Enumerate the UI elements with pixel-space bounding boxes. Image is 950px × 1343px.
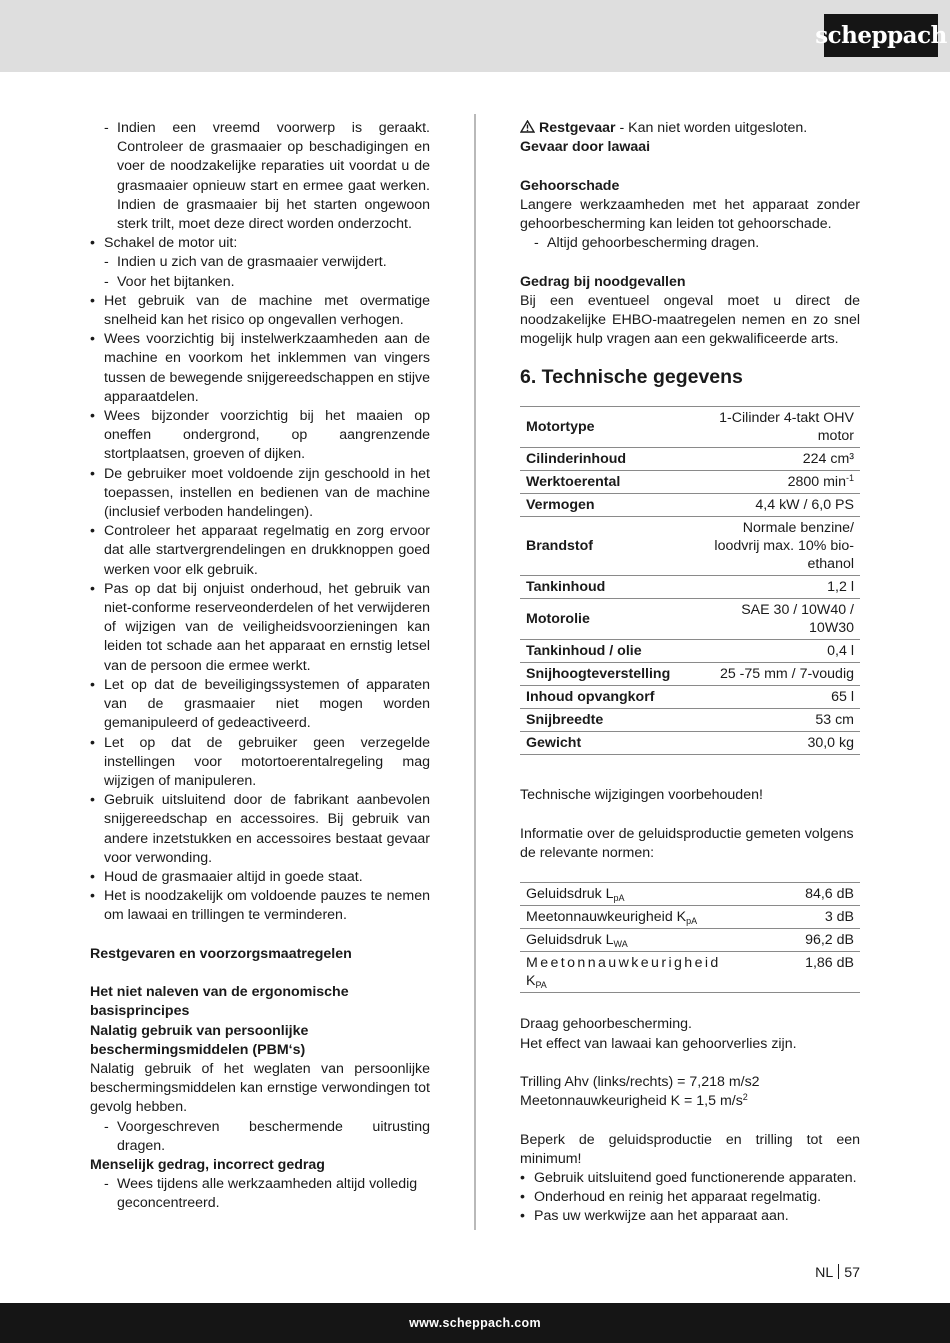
vibration-uncertainty — [520, 1092, 860, 1111]
noise-key-text-2: K — [526, 973, 536, 990]
noise-hazard: Gevaar door lawaai — [520, 139, 651, 156]
noise-row — [520, 929, 860, 952]
noise-key-text: Meetonnauwkeurigheid — [526, 955, 721, 972]
page-number-value: 57 — [844, 1265, 860, 1281]
bullet-item: • Het gebruik van de machine met overmatige snelheid kan het risico op ongevallen verhogen. — [90, 292, 430, 330]
spec-key: Werktoerental — [520, 471, 702, 494]
heading-ergonomics: Het niet naleven van de ergonomische basisprincipes — [90, 984, 349, 1020]
reserve-note: Technische wijzigingen voorbehouden! — [520, 787, 763, 804]
spec-table — [520, 406, 860, 755]
vibration-uncertainty-text: Meetonnauwkeurigheid K = 1,5 m/s — [520, 1093, 743, 1110]
noise-intro: Informatie over de geluidsproductie gemeten volgens de relevante normen: — [520, 825, 854, 861]
bullet-item: • Pas op dat bij onjuist onderhoud, het gebruik van niet-conforme reserveonderdelen of het verwijderen of wijzigen van de veiligheidsvoorzieningen kan leiden tot schade aan het apparaat en ernstig letsel van de persoon die ermee werkt. — [90, 580, 430, 676]
spec-key: Motortype — [520, 407, 702, 448]
spec-value-text: 224 cm³ — [802, 451, 854, 468]
noise-effect: Het effect van lawaai kan gehoorverlies zijn. — [520, 1035, 797, 1052]
spec-value-text: 65 l — [831, 689, 854, 706]
hearing-text: Langere werkzaamheden met het apparaat zonder gehoorbescherming kan leiden tot gehoorschade. — [520, 196, 860, 232]
spec-value — [702, 732, 860, 755]
bullet-item: • Het is noodzakelijk om voldoende pauzes te nemen om lawaai en trillingen te verminderen. — [90, 887, 430, 925]
noise-key-text: Meetonnauwkeurigheid K — [526, 909, 687, 926]
noise-value: 96,2 dB — [783, 929, 860, 952]
page-number — [760, 1264, 860, 1283]
noise-key — [520, 906, 783, 929]
spec-key: Cilinderinhoud — [520, 448, 702, 471]
emergency-text: Bij een eventueel ongeval moet u direct de noodzakelijke EHBO-maatregelen nemen en zo snel mogelijk hulp vragen aan een gekwalificeerde arts. — [520, 292, 860, 348]
noise-key-sub: PA — [535, 980, 547, 991]
spec-row — [520, 494, 860, 517]
limit-text: Beperk de geluidsproductie en trilling tot een minimum! — [520, 1131, 860, 1167]
dash-item: - Voor het bijtanken. — [90, 273, 430, 292]
spec-row — [520, 640, 860, 663]
spec-row — [520, 517, 860, 576]
vibration-value: Trilling Ahv (links/rechts) = 7,218 m/s2 — [520, 1073, 760, 1090]
spec-value-text: 1,2 l — [827, 579, 854, 596]
spec-value — [702, 599, 860, 640]
heading-ppe: Nalatig gebruik van persoonlijke beschermingsmiddelen (PBM‘s) — [90, 1022, 309, 1058]
spec-row — [520, 448, 860, 471]
ppe-text: Nalatig gebruik of het weglaten van persoonlijke beschermingsmiddelen kan ernstige verwondingen tot gevolg hebben. — [90, 1060, 430, 1116]
header-band — [0, 0, 950, 72]
bullet-item: • Let op dat de beveiligingssystemen of apparaten van de grasmaaier niet mogen worden gemanipuleerd of gedeactiveerd. — [90, 676, 430, 734]
spec-key: Snijbreedte — [520, 709, 702, 732]
noise-value: 84,6 dB — [783, 883, 860, 906]
spec-value — [702, 471, 860, 494]
spec-key: Inhoud opvangkorf — [520, 686, 702, 709]
residual-risk-note: - Kan niet worden uitgesloten. — [615, 120, 808, 136]
limit-bullet: • Onderhoud en reinig het apparaat regelmatig. — [520, 1188, 860, 1207]
wear-protection: Draag gehoorbescherming. — [520, 1016, 692, 1033]
bullet-item: • Controleer het apparaat regelmatig en zorg ervoor dat alle startvergrendelingen en drukknoppen goed werken voor elk gebruik. — [90, 522, 430, 580]
limit-list — [520, 1169, 860, 1227]
hearing-heading: Gehoorschade — [520, 177, 620, 194]
spec-value — [702, 407, 860, 448]
residual-risk-line — [520, 119, 860, 138]
residual-risk-label: Restgevaar — [539, 120, 616, 136]
spec-row — [520, 709, 860, 732]
spec-value-text: 30,0 kg — [807, 735, 854, 752]
spec-value-text: 0,4 l — [827, 643, 854, 660]
spec-value — [702, 640, 860, 663]
spec-row — [520, 471, 860, 494]
spec-value-text: 2800 min — [787, 474, 846, 491]
bullet-item: • Gebruik uitsluitend door de fabrikant aanbevolen snijgereedschap en accessoires. Bij gebruik van andere inzetstukken en accessoires bestaat gevaar voor verwonding. — [90, 791, 430, 868]
right-column — [520, 119, 860, 1227]
dash-item: - Indien u zich van de grasmaaier verwijdert. — [90, 253, 430, 272]
column-divider — [474, 114, 476, 1230]
spec-value — [702, 686, 860, 709]
spec-key: Vermogen — [520, 494, 702, 517]
brand-logo: scheppach — [824, 14, 938, 57]
spec-row — [520, 599, 860, 640]
bullet-item: • Houd de grasmaaier altijd in goede staat. — [90, 868, 430, 887]
spec-value-text: 25 -75 mm / 7-voudig — [719, 666, 854, 683]
page-separator — [838, 1264, 839, 1279]
language-code: NL — [815, 1265, 834, 1281]
spec-value-text: SAE 30 / 10W40 / 10W30 — [741, 602, 854, 637]
bullet-item: • Schakel de motor uit: — [90, 234, 430, 253]
spec-value-text: 4,4 kW / 6,0 PS — [755, 497, 854, 514]
spec-key: Motorolie — [520, 599, 702, 640]
spec-value-text: Normale benzine/ loodvrij max. 10% bio-ethanol — [714, 520, 854, 573]
spec-row — [520, 686, 860, 709]
heading-residual-risks: Restgevaren en voorzorgsmaatregelen — [90, 945, 352, 962]
spec-key: Tankinhoud — [520, 576, 702, 599]
noise-key — [520, 952, 783, 993]
noise-row — [520, 906, 860, 929]
bullet-item: • De gebruiker moet voldoende zijn geschoold in het toepassen, instellen en bedienen van de machine (inclusief verboden handelingen). — [90, 465, 430, 523]
ppe-dash-item: - Voorgeschreven beschermende uitrusting dragen. — [90, 1118, 430, 1156]
spec-value-exp: -1 — [845, 473, 854, 484]
heading-behaviour: Menselijk gedrag, incorrect gedrag — [90, 1156, 325, 1173]
spec-value — [702, 709, 860, 732]
spec-row — [520, 732, 860, 755]
noise-key-text: Geluidsdruk L — [526, 932, 614, 949]
noise-key-sub: pA — [686, 916, 698, 927]
section-title: 6. Technische gegevens — [520, 366, 743, 389]
spec-value — [702, 517, 860, 576]
left-column — [90, 119, 430, 1214]
spec-key: Tankinhoud / olie — [520, 640, 702, 663]
spec-key: Gewicht — [520, 732, 702, 755]
noise-row — [520, 883, 860, 906]
dash-item: - Indien een vreemd voorwerp is geraakt. Controleer de grasmaaier op beschadigingen en voer de noodzakelijke reparaties uit voordat u de grasmaaier opnieuw start en ermee gaat werken. Indien de grasmaaier bij het starten ongewoon sterk trilt, moet deze direct worden onderzocht. — [90, 119, 430, 234]
limit-bullet: • Pas uw werkwijze aan het apparaat aan. — [520, 1207, 860, 1226]
spec-value — [702, 494, 860, 517]
bullet-item: • Let op dat de gebruiker geen verzegelde instellingen voor motortoerentalregeling mag wijzigen of manipuleren. — [90, 734, 430, 792]
noise-value: 3 dB — [783, 906, 860, 929]
warning-icon — [520, 120, 535, 133]
emergency-heading: Gedrag bij noodgevallen — [520, 273, 686, 290]
safety-list — [90, 119, 430, 926]
limit-bullet: • Gebruik uitsluitend goed functionerende apparaten. — [520, 1169, 860, 1188]
spec-value — [702, 448, 860, 471]
footer-url: www.scheppach.com — [409, 1316, 541, 1330]
spec-value-text: 1-Cilinder 4-takt OHV motor — [719, 410, 854, 445]
noise-key — [520, 883, 783, 906]
spec-key: Snijhoogteverstelling — [520, 663, 702, 686]
noise-row — [520, 952, 860, 993]
spec-row — [520, 663, 860, 686]
hearing-dash-item: - Altijd gehoorbescherming dragen. — [520, 234, 860, 253]
noise-key — [520, 929, 783, 952]
noise-table — [520, 882, 860, 993]
spec-value-text: 53 cm — [815, 712, 854, 729]
vibration-uncertainty-exp: 2 — [742, 1092, 748, 1103]
bullet-item: • Wees voorzichtig bij instelwerkzaamheden aan de machine en voorkom het inklemmen van vingers tussen de bewegende snijgereedschappen en stijve apparaatdelen. — [90, 330, 430, 407]
spec-key: Brandstof — [520, 517, 702, 576]
noise-value: 1,86 dB — [783, 952, 860, 993]
behaviour-dash-item: - Wees tijdens alle werkzaamheden altijd volledig geconcentreerd. — [90, 1175, 430, 1213]
spec-row — [520, 407, 860, 448]
noise-key-sub: WA — [613, 939, 628, 950]
noise-key-sub: pA — [613, 893, 625, 904]
spec-value — [702, 576, 860, 599]
spec-row — [520, 576, 860, 599]
noise-key-text: Geluidsdruk L — [526, 886, 614, 903]
bullet-item: • Wees bijzonder voorzichtig bij het maaien op oneffen ondergrond, op aangrenzende stortplaatsen, groeven of dijken. — [90, 407, 430, 465]
spec-value — [702, 663, 860, 686]
